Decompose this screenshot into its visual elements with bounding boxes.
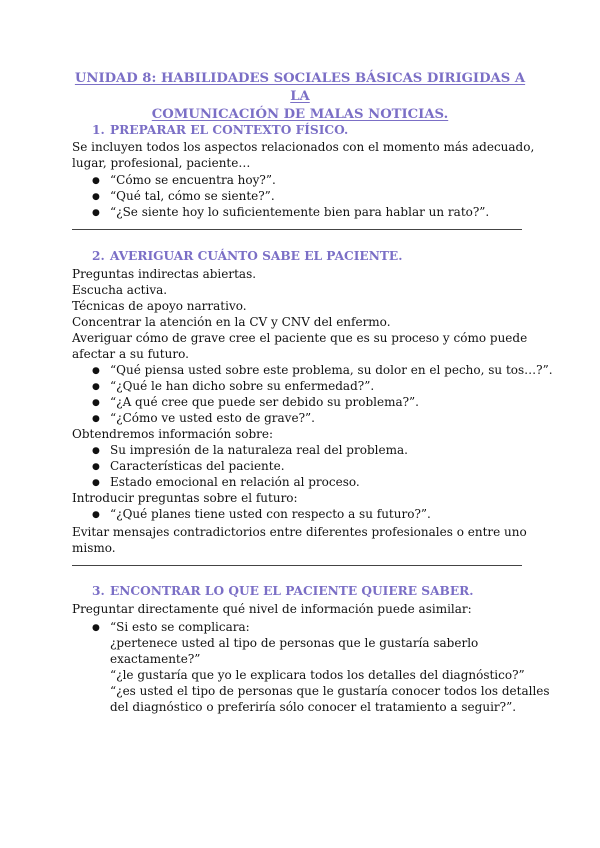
title-line-1: UNIDAD 8: HABILIDADES SOCIALES BÁSICAS DIRIGIDAS A LA [74, 71, 526, 104]
list-item-continuation: del diagnóstico o preferiría sólo conocer el tratamiento a seguir?”. [110, 700, 517, 714]
section-1-title: PREPARAR EL CONTEXTO FÍSICO. [110, 123, 349, 137]
list-item: ● “Cómo se encuentra hoy?”. [92, 173, 276, 187]
list-item: ● “¿Qué le han dicho sobre su enfermedad?”. [92, 379, 375, 393]
bullet-icon: ● [92, 462, 100, 472]
list-item-continuation: “¿es usted el tipo de personas que le gustaría conocer todos los detalles [110, 684, 550, 698]
list-item-continuation: exactamente?” [110, 652, 201, 666]
avoid-line-2: mismo. [72, 541, 116, 555]
section-divider [72, 229, 522, 230]
bullet-icon: ● [92, 382, 100, 392]
list-item: ● Estado emocional en relación al proceso. [92, 475, 360, 489]
list-item: ● Características del paciente. [92, 459, 285, 473]
bullet-icon: ● [92, 176, 100, 186]
section-1-intro-line-1: Se incluyen todos los aspectos relacionados con el momento más adecuado, [72, 140, 535, 154]
bullet-icon: ● [92, 192, 100, 202]
section-divider [72, 565, 522, 566]
section-3-intro: Preguntar directamente qué nivel de información puede asimilar: [72, 602, 472, 616]
list-item: ● “¿A qué cree que puede ser debido su problema?”. [92, 395, 419, 409]
section-2-line: Preguntas indirectas abiertas. [72, 267, 257, 281]
list-item: ● “¿Se siente hoy lo suficientemente bien para hablar un rato?”. [92, 205, 490, 219]
bullet-icon: ● [92, 366, 100, 376]
section-1-heading [92, 122, 348, 138]
section-3-title: ENCONTRAR LO QUE EL PACIENTE QUIERE SABER. [110, 584, 474, 598]
bullet-icon: ● [92, 623, 100, 633]
list-item: ● “Si esto se complicara: [92, 620, 250, 634]
section-3-number: 3. [92, 584, 105, 598]
list-item: ● “¿Qué planes tiene usted con respecto a su futuro?”. [92, 507, 431, 521]
list-item: ● Su impresión de la naturaleza real del problema. [92, 443, 408, 457]
section-2-heading [92, 248, 402, 264]
bullet-icon: ● [92, 446, 100, 456]
title-line-2: COMUNICACIÓN DE MALAS NOTICIAS. [151, 107, 449, 122]
section-2-line: Técnicas de apoyo narrativo. [72, 299, 247, 313]
info-intro: Obtendremos información sobre: [72, 427, 274, 441]
section-2-line: Escucha activa. [72, 283, 168, 297]
section-1-intro-line-2: lugar, profesional, paciente… [72, 156, 251, 170]
section-2-line: Concentrar la atención en la CV y CNV del enfermo. [72, 315, 391, 329]
bullet-icon: ● [92, 208, 100, 218]
list-item-continuation: “¿le gustaría que yo le explicara todos los detalles del diagnóstico?” [110, 668, 525, 682]
bullet-icon: ● [92, 510, 100, 520]
document-title [70, 70, 530, 124]
bullet-icon: ● [92, 478, 100, 488]
list-item: ● “Qué tal, cómo se siente?”. [92, 189, 275, 203]
bullet-icon: ● [92, 414, 100, 424]
section-3-heading [92, 583, 474, 599]
list-item-continuation: ¿pertenece usted al tipo de personas que le gustaría saberlo [110, 636, 479, 650]
section-1-number: 1. [92, 123, 105, 137]
list-item: ● “¿Cómo ve usted esto de grave?”. [92, 411, 315, 425]
future-intro: Introducir preguntas sobre el futuro: [72, 491, 298, 505]
list-item: ● “Qué piensa usted sobre este problema, su dolor en el pecho, su tos…?”. [92, 363, 553, 377]
avoid-line-1: Evitar mensajes contradictorios entre diferentes profesionales o entre uno [72, 525, 527, 539]
section-2-title: AVERIGUAR CUÁNTO SABE EL PACIENTE. [110, 249, 403, 263]
section-2-line: afectar a su futuro. [72, 347, 189, 361]
bullet-icon: ● [92, 398, 100, 408]
section-2-number: 2. [92, 249, 105, 263]
section-2-line: Averiguar cómo de grave cree el paciente que es su proceso y cómo puede [72, 331, 528, 345]
